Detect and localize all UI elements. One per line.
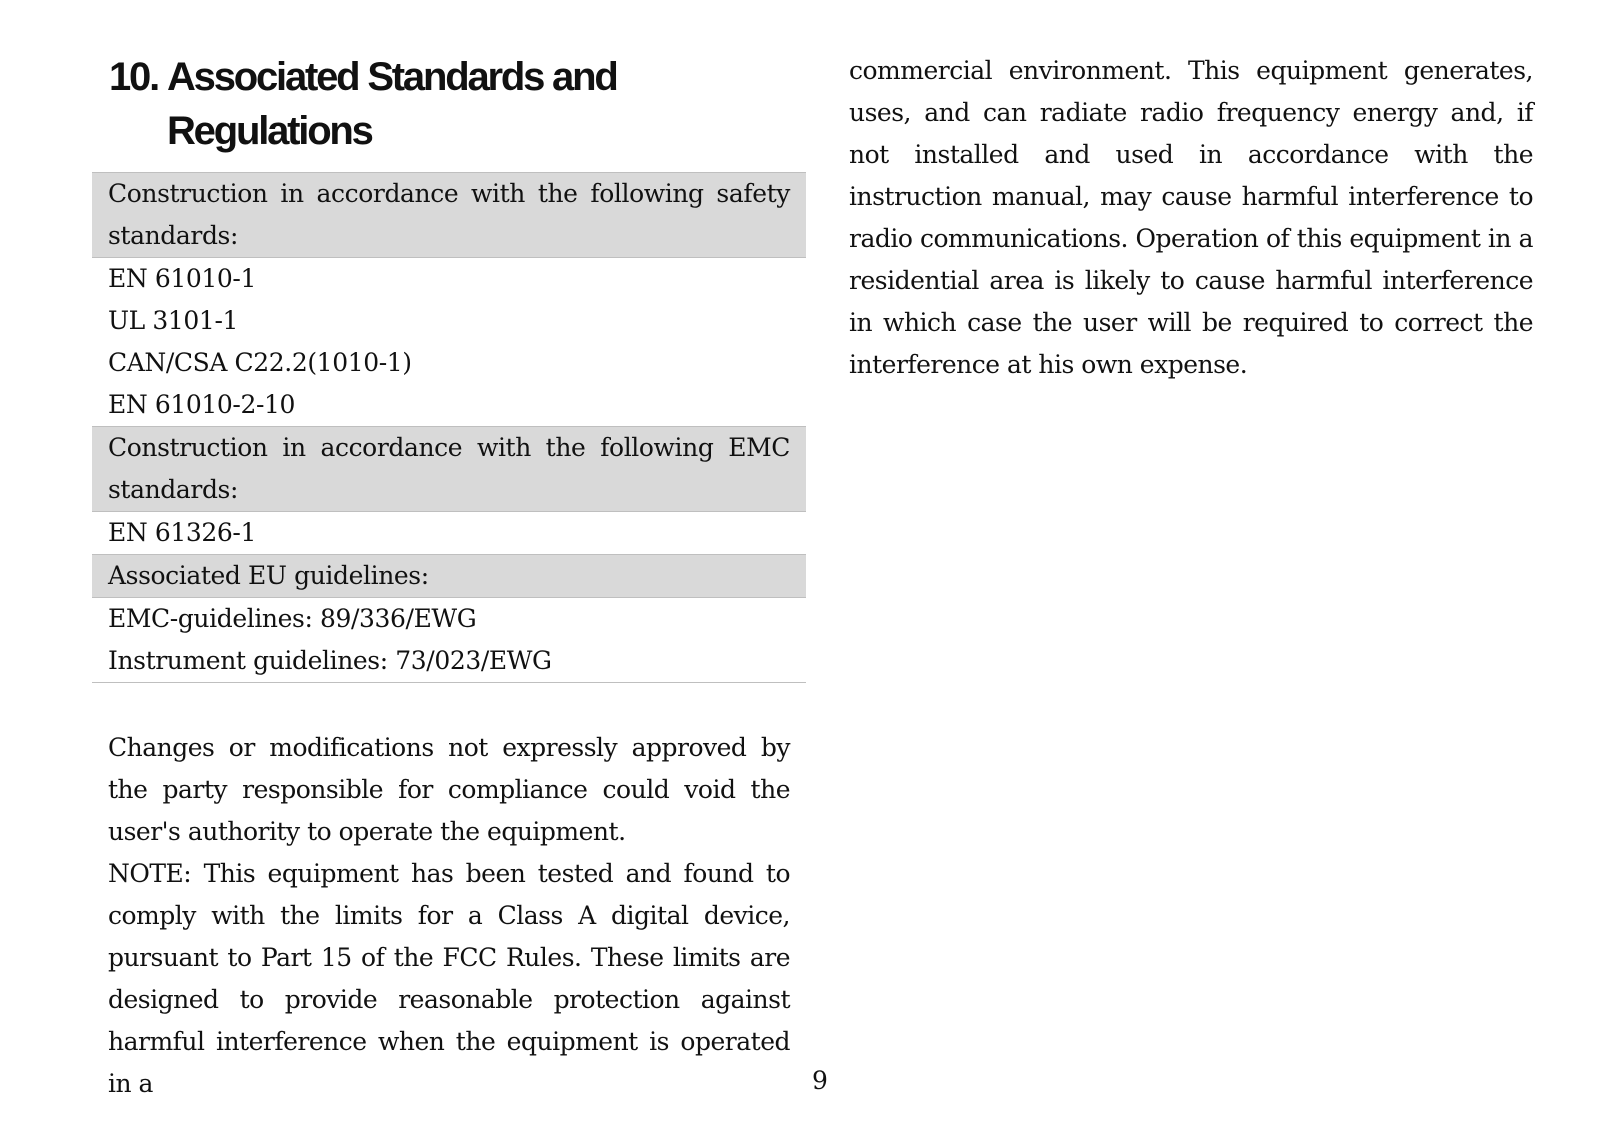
table-row <box>92 598 806 683</box>
left-column <box>92 50 806 1105</box>
table-row-header <box>92 173 806 258</box>
section-number: 10. <box>109 55 159 99</box>
fcc-note-paragraph-part-2: commercial environment. This equipment generates, uses, and can radiate radio frequency energy and, if not installed and used in accordance with the instruction manual, may cause harmful interference to radio communications. Operation of this equipment in a residential area is likely to cause harmful interference in which case the user will be required to correct the interference at his own expense. <box>849 56 1533 379</box>
emc-standards-list <box>92 512 806 555</box>
safety-standard-item: UL 3101-1 <box>108 306 238 335</box>
table-row <box>92 512 806 555</box>
page-number: 9 <box>812 1066 828 1095</box>
safety-standards-list <box>92 258 806 427</box>
safety-standard-item: EN 61010-1 <box>108 264 256 293</box>
fcc-note-paragraph-part-1: NOTE: This equipment has been tested and found to comply with the limits for a Class A digital device, pursuant to Part 15 of the FCC Rules. These limits are designed to provide reasonable protection against harmful interference when the equipment is operated in a <box>108 859 790 1098</box>
table-row-header <box>92 555 806 598</box>
eu-guidelines-list <box>92 598 806 683</box>
section-heading <box>109 50 806 158</box>
eu-guideline-item: Instrument guidelines: 73/023/EWG <box>108 646 552 675</box>
compliance-text-left <box>92 727 806 1105</box>
safety-standards-header: Construction in accordance with the following safety standards: <box>92 173 806 258</box>
standards-table <box>92 172 806 683</box>
eu-guideline-item: EMC-guidelines: 89/336/EWG <box>108 604 477 633</box>
safety-standard-item: EN 61010-2-10 <box>108 390 296 419</box>
changes-paragraph: Changes or modifications not expressly approved by the party responsible for compliance could void the user's authority to operate the equipment. <box>108 733 790 846</box>
emc-standard-item: EN 61326-1 <box>108 518 256 547</box>
eu-guidelines-header: Associated EU guidelines: <box>92 555 806 598</box>
safety-standard-item: CAN/CSA C22.2(1010-1) <box>108 348 412 377</box>
table-row <box>92 258 806 427</box>
right-column <box>849 50 1533 386</box>
section-title-line-2: Regulations <box>167 109 372 153</box>
emc-standards-header: Construction in accordance with the following EMC standards: <box>92 427 806 512</box>
table-row-header <box>92 427 806 512</box>
section-title-line-1: Associated Standards and <box>167 55 617 99</box>
